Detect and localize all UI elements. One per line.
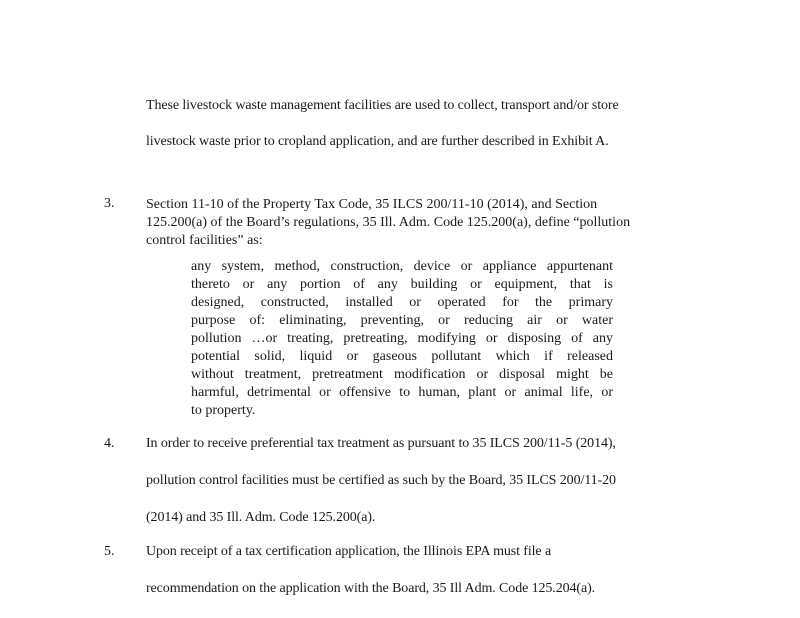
- item-5-line-2: recommendation on the application with the Board, 35 Ill Adm. Code 125.204(a).: [146, 581, 596, 596]
- item-3-line-1: Section 11-10 of the Property Tax Code, 35 ILCS 200/11-10 (2014), and Section: [146, 197, 598, 212]
- item-5-line-1: Upon receipt of a tax certification application, the Illinois EPA must file a: [146, 544, 552, 559]
- quote-line-6: potential solid, liquid or gaseous pollutant which if released: [191, 349, 613, 364]
- quote-line-8: harmful, detrimental or offensive to human, plant or animal life, or: [191, 385, 613, 400]
- quote-line-5: pollution …or treating, pretreating, modifying or disposing of any: [191, 331, 613, 346]
- item-3-number: 3.: [104, 196, 115, 211]
- item-3-line-2: 125.200(a) of the Board’s regulations, 35 Ill. Adm. Code 125.200(a), define “pollution: [146, 215, 631, 230]
- intro-line-2: livestock waste prior to cropland application, and are further described in Exhibit A.: [146, 134, 609, 149]
- item-4-line-3: (2014) and 35 Ill. Adm. Code 125.200(a).: [146, 510, 376, 525]
- item-5-number: 5.: [104, 544, 115, 559]
- item-3-text: [146, 196, 690, 250]
- block-quote: [191, 258, 613, 420]
- item-4-line-2: pollution control facilities must be certified as such by the Board, 35 ILCS 200/11-20: [146, 473, 616, 488]
- quote-line-3: designed, constructed, installed or operated for the primary: [191, 295, 613, 310]
- quote-line-4: purpose of: eliminating, preventing, or reducing air or water: [191, 313, 613, 328]
- item-4-number: 4.: [104, 436, 115, 451]
- intro-line-1: These livestock waste management facilities are used to collect, transport and/or store: [146, 98, 619, 113]
- quote-line-1: any system, method, construction, device or appliance appurtenant: [191, 259, 613, 274]
- item-4-line-1: In order to receive preferential tax treatment as pursuant to 35 ILCS 200/11-5 (2014),: [146, 436, 616, 451]
- quote-line-9: to property.: [191, 403, 256, 418]
- quote-line-2: thereto or any portion of any building or equipment, that is: [191, 277, 613, 292]
- quote-line-7: without treatment, pretreatment modification or disposal might be: [191, 367, 613, 382]
- item-3-line-3: control facilities” as:: [146, 233, 263, 248]
